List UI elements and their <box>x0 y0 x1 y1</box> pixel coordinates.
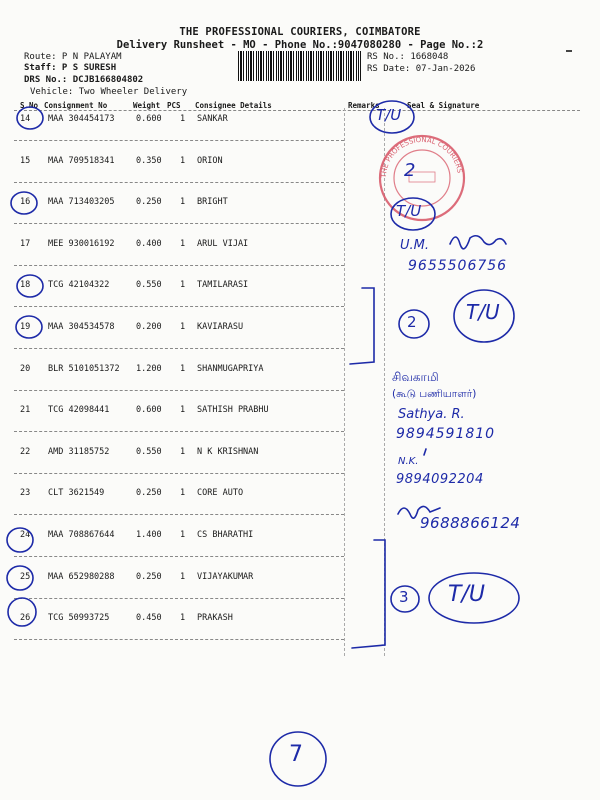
row-sno: 25 <box>20 571 31 582</box>
tamil-note-1: சிவகாமி <box>392 370 439 384</box>
row-weight: 0.250 <box>136 571 162 582</box>
row-consignee: SHANMUGAPRIYA <box>197 363 264 374</box>
row-consignment-no: TCG 42104322 <box>48 280 110 291</box>
row-19-circle <box>16 316 42 338</box>
row-consignment-no: AMD 31185752 <box>48 446 110 457</box>
row-26-circle <box>8 598 36 626</box>
row-consignee: VIJAYAKUMAR <box>197 571 254 582</box>
name-note-nk: N.K. <box>398 456 419 467</box>
row-14-circle <box>17 107 43 129</box>
row-pcs: 1 <box>180 197 186 208</box>
phone-note-4: 9688866124 <box>420 514 521 532</box>
row-weight: 0.400 <box>136 238 162 249</box>
row-16-circle <box>11 192 37 214</box>
row-consignee: CS BHARATHI <box>197 530 254 540</box>
tlu-note-4: T/U <box>448 582 485 607</box>
row-sno: 15 <box>20 155 31 166</box>
bracket-2 <box>352 540 385 648</box>
row-consignee: ORION <box>197 155 223 166</box>
row-pcs: 1 <box>180 405 186 416</box>
row-pcs: 1 <box>180 446 186 457</box>
row-25-circle <box>7 566 33 590</box>
col-consignee: Consignee Details <box>195 101 272 110</box>
drs-number: DRS No.: DCJB166804802 <box>24 75 144 85</box>
row-sno: 19 <box>20 322 31 332</box>
row-consignment-no: MAA 652980288 <box>48 571 115 582</box>
rs-date: RS Date: 07-Jan-2026 <box>367 64 476 74</box>
row-weight: 0.550 <box>136 446 162 457</box>
row-weight: 0.250 <box>136 197 162 208</box>
company-title: THE PROFESSIONAL COURIERS, COIMBATORE <box>179 26 421 38</box>
row-pcs: 1 <box>180 613 186 624</box>
row-consignee: TAMILARASI <box>197 280 249 291</box>
handwritten-2: 2 <box>404 160 416 181</box>
signature-name-1: U.M. <box>400 238 429 253</box>
row-weight: 0.600 <box>136 405 162 416</box>
circled-7-text: 7 <box>289 742 303 767</box>
stamp-text: THE PROFESSIONAL COURIERS <box>379 135 464 179</box>
row-pcs: 1 <box>180 114 186 124</box>
row-weight: 1.400 <box>136 530 162 540</box>
row-consignee: N K KRISHNAN <box>197 446 259 457</box>
route-label: Route: P N PALAYAM <box>24 52 122 62</box>
row-consignee: SANKAR <box>197 114 228 124</box>
row-consignment-no: MAA 304534578 <box>48 322 115 332</box>
row-sno: 23 <box>20 488 31 499</box>
col-consignment: Consignment No <box>44 101 108 110</box>
row-consignment-no: MEE 930016192 <box>48 238 115 249</box>
row-consignment-no: TCG 50993725 <box>48 613 110 624</box>
tlu-note-1: T/U <box>376 106 402 124</box>
row-sno: 20 <box>20 363 31 374</box>
vehicle-label: Vehicle: Two Wheeler Delivery <box>30 87 188 97</box>
staff-label: Staff: P S SURESH <box>24 63 117 73</box>
phone-note-1: 9655506756 <box>408 258 508 274</box>
col-remarks: Remarks <box>348 101 380 110</box>
row-sno: 17 <box>20 238 31 249</box>
row-consignment-no: BLR 5101051372 <box>48 363 120 374</box>
col-seal-signature: Seal & Signature <box>407 101 480 110</box>
row-pcs: 1 <box>180 322 186 332</box>
runsheet-subtitle: Delivery Runsheet - MO - Phone No.:9047080280 - Page No.:2 <box>116 39 484 51</box>
row-weight: 0.350 <box>136 155 162 166</box>
tlu-note-2: T/U <box>396 202 422 220</box>
circled-3-text: 3 <box>399 588 409 606</box>
rs-number: RS No.: 1668048 <box>367 52 449 62</box>
tick-mark <box>424 449 426 455</box>
tlu-note-3: T/U <box>466 300 500 324</box>
phone-note-3: 9894092204 <box>396 472 484 487</box>
row-pcs: 1 <box>180 488 186 499</box>
row-consignment-no: MAA 708867644 <box>48 530 115 540</box>
bracket-1 <box>350 288 374 364</box>
col-pcs: PCS <box>167 101 181 110</box>
row-sno: 18 <box>20 280 31 291</box>
row-consignee: ARUL VIJAI <box>197 238 249 249</box>
row-consignee: KAVIARASU <box>197 322 244 332</box>
row-pcs: 1 <box>180 530 186 540</box>
row-sno: 14 <box>20 114 31 124</box>
row-pcs: 1 <box>180 363 186 374</box>
col-sno: S.No <box>20 101 39 110</box>
row-sno: 24 <box>20 530 31 540</box>
row-sno: 22 <box>20 446 31 457</box>
row-pcs: 1 <box>180 155 186 166</box>
row-weight: 0.550 <box>136 280 162 291</box>
row-weight: 0.450 <box>136 613 162 624</box>
row-pcs: 1 <box>180 238 186 249</box>
row-consignment-no: MAA 709518341 <box>48 155 115 166</box>
row-consignment-no: MAA 304454173 <box>48 114 115 124</box>
signature-1 <box>450 236 506 249</box>
name-note-sathya: Sathya. R. <box>398 407 465 422</box>
row-weight: 0.600 <box>136 114 162 124</box>
row-pcs: 1 <box>180 280 186 291</box>
row-consignee: SATHISH PRABHU <box>197 405 269 416</box>
phone-note-2: 9894591810 <box>396 426 496 442</box>
row-24-circle <box>7 528 33 552</box>
row-pcs: 1 <box>180 571 186 582</box>
row-sno: 26 <box>20 613 31 624</box>
row-consignee: BRIGHT <box>197 197 228 208</box>
row-weight: 1.200 <box>136 363 162 374</box>
row-consignee: CORE AUTO <box>197 488 244 499</box>
row-weight: 0.250 <box>136 488 162 499</box>
row-sno: 16 <box>20 197 31 208</box>
row-18-circle <box>17 275 43 297</box>
tamil-note-2: (கூடு பணியாளர்) <box>392 388 477 400</box>
row-consignment-no: MAA 713403205 <box>48 197 115 208</box>
col-weight: Weight <box>133 101 161 110</box>
row-consignee: PRAKASH <box>197 613 233 624</box>
row-sno: 21 <box>20 405 31 416</box>
circled-2-text: 2 <box>407 313 417 331</box>
row-consignment-no: TCG 42098441 <box>48 405 110 416</box>
row-consignment-no: CLT 3621549 <box>48 488 105 499</box>
row-weight: 0.200 <box>136 322 162 332</box>
